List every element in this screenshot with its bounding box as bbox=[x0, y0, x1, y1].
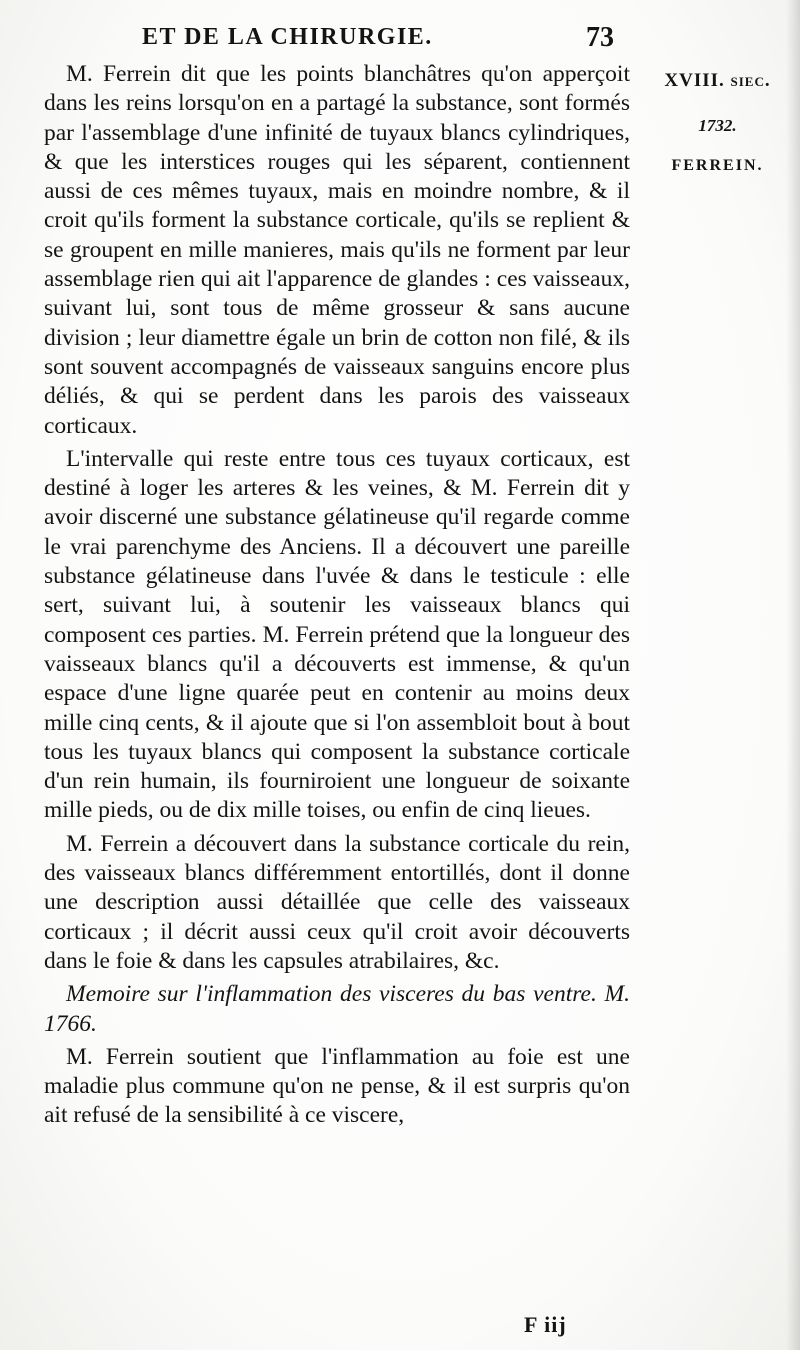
signature-mark: F iij bbox=[524, 1312, 567, 1337]
margin-note-author: FERREIN. bbox=[671, 157, 764, 174]
page-number: 73 bbox=[586, 22, 614, 53]
page-edge-shadow bbox=[786, 0, 800, 1350]
paragraph-gelatinous-substance: L'intervalle qui reste entre tous ces tuyaux corticaux, est destiné à loger les arteres & les veines, & M. Ferrein dit y avoir discerné une substance gélatineuse qu'il regarde comme le vrai parenchyme des Anciens. Il a découvert une pareille substance gélatineuse dans l'uvée & dans le testicule : elle sert, suivant lui, à soutenir les vaisseaux blancs qui composent ces parties. M. Ferrein prétend que la longueur des vaisseaux blancs qu'il a découverts est immense, & qu'un espace d'une ligne quarée peut en contenir au moins deux mille cinq cents, & il ajoute que si l'on assembloit bout à bout tous les tuyaux blancs qui composent la substance corticale d'un rein humain, ils fourniroient une longueur de soixante mille pieds, ou de dix mille toises, ou enfin de cinq lieues. bbox=[44, 445, 630, 824]
margin-note-year: 1732. bbox=[698, 116, 737, 135]
paragraph-kidney-tubes: M. Ferrein dit que les points blanchâtres qu'on apperçoit dans les reins lorsqu'on en a partagé la substance, sont formés par l'assemblage d'une infinité de tuyaux blancs cylindriques, & que les interstices rouges qui les séparent, contiennent aussi de ces mêmes tuyaux, mais en moindre nombre, & il croit qu'ils forment la substance corticale, qu'ils se replient & se groupent en mille manieres, mais qu'ils ne forment par leur assemblage rien qui ait l'apparence de glandes : ces vaisseaux, suivant lui, sont tous de même grosseur & sans aucune division ; leur diamettre égale un brin de cotton non filé, & ils sont souvent accompagnés de vaisseaux sanguins encore plus déliés, & qui se perdent dans les parois des vaisseaux corticaux. bbox=[44, 61, 630, 439]
body-text bbox=[44, 60, 630, 1135]
memoir-heading: Memoire sur l'inflammation des visceres du bas ventre. M. 1766. bbox=[44, 981, 630, 1037]
paragraph-white-vessels: M. Ferrein a découvert dans la substance corticale du rein, des vaisseaux blancs différemment entortillés, dont il donne une description aussi détaillée que celle des vaisseaux corticaux ; il décrit aussi ceux qu'il croit avoir découverts dans le foie & dans les capsules atrabilaires, &c. bbox=[44, 830, 630, 974]
margin-note-century: XVIII. siec. bbox=[664, 70, 771, 91]
running-head: ET DE LA CHIRURGIE. bbox=[142, 24, 433, 50]
paragraph-inflammation: M. Ferrein soutient que l'inflammation au foie est une maladie plus commune qu'on ne pense, & il est surpris qu'on ait refusé de la sensibilité à ce viscere, bbox=[44, 1043, 630, 1129]
